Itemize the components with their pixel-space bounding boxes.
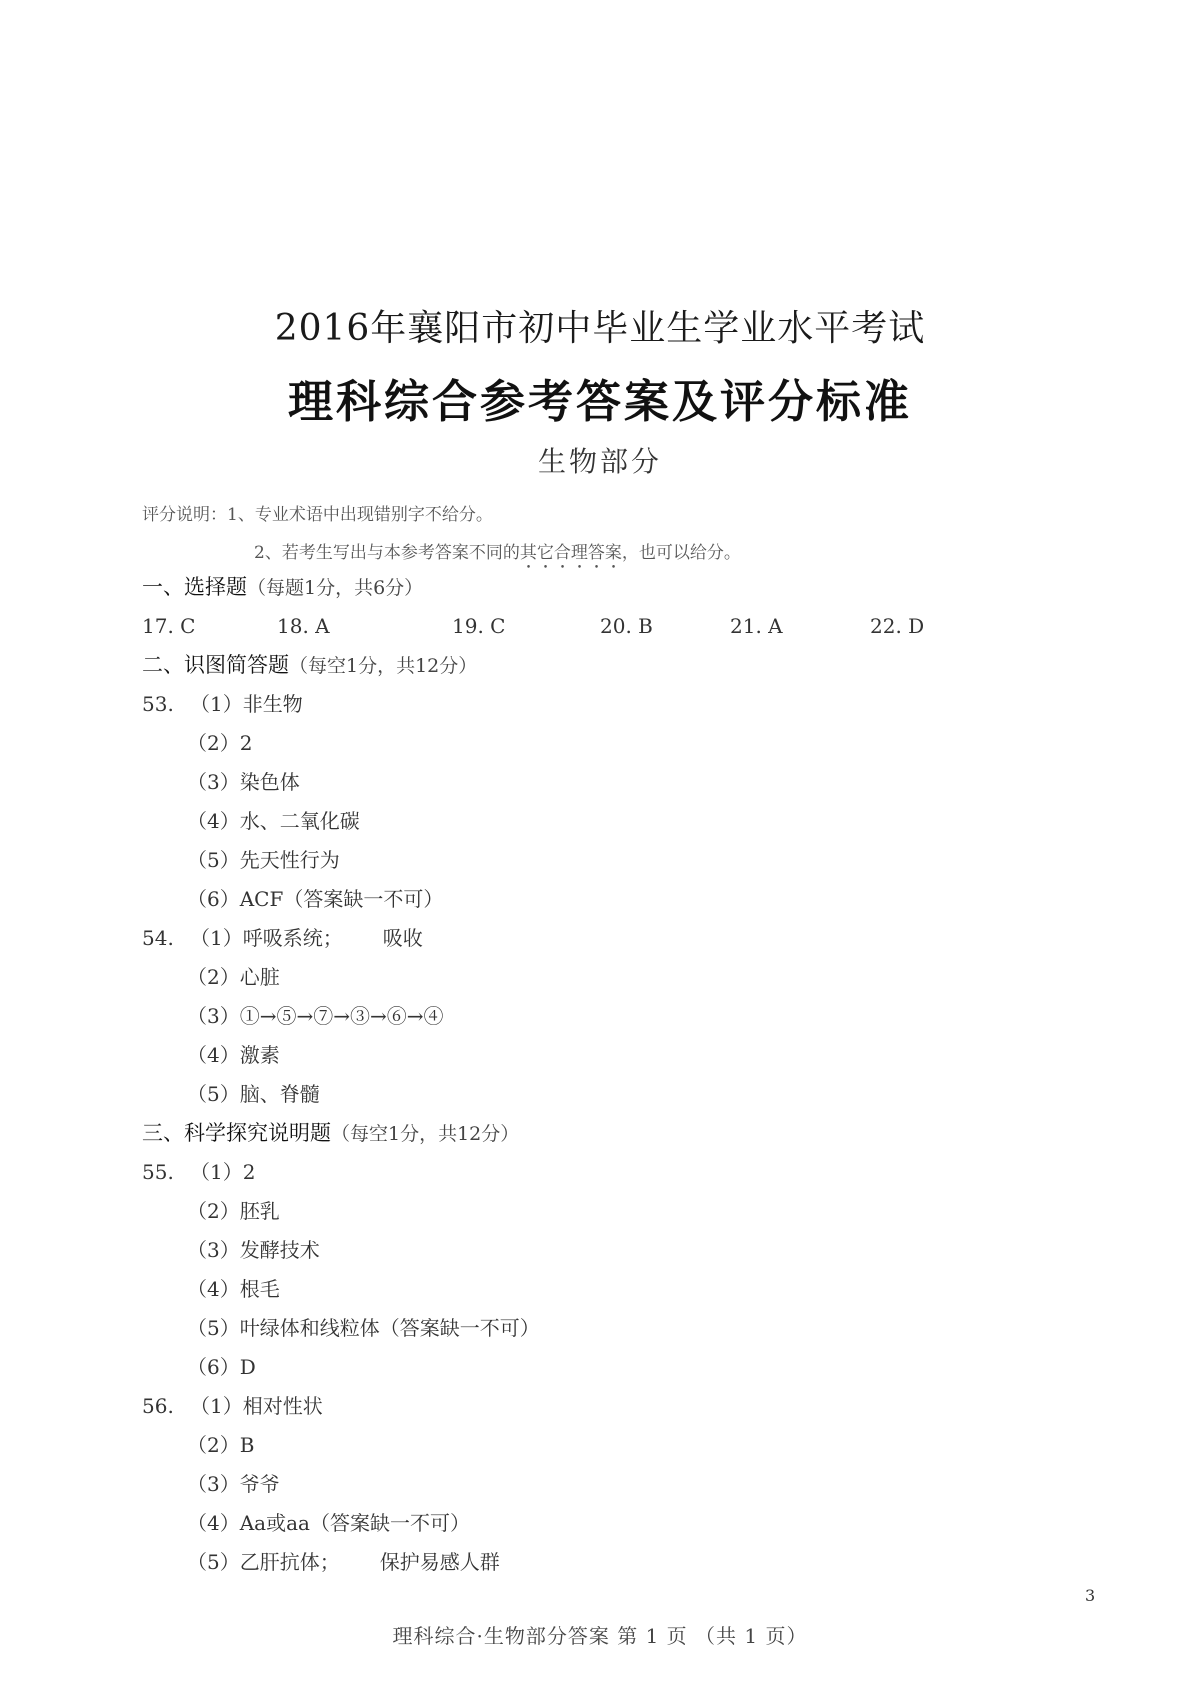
- answer-line: [142, 1192, 1092, 1231]
- item-answer: Aa或aa（答案缺一不可）: [239, 1511, 470, 1535]
- answer-line: [142, 802, 1092, 841]
- item-label: （4）: [187, 809, 240, 833]
- grading-note-1: [142, 496, 1042, 534]
- choice-answer: 21. A: [730, 614, 783, 638]
- page-footer: 理科综合·生物部分答案 第 1 页 （共 1 页）: [392, 1624, 808, 1648]
- section-heading-inquiry: [142, 1114, 1092, 1153]
- item-label: （3）: [187, 770, 240, 794]
- item-label: （2）: [187, 1433, 240, 1457]
- grading-note-2-post: ，也可以给分。: [621, 543, 741, 563]
- item-answer: D: [239, 1355, 256, 1379]
- item-answer: 叶绿体和线粒体（答案缺一不可）: [239, 1316, 540, 1340]
- answer-line: [142, 997, 1092, 1036]
- item-answer: 脑、脊髓: [239, 1082, 320, 1106]
- item-answer: 2: [239, 731, 253, 755]
- answer-line: [142, 685, 1092, 724]
- item-label: （3）: [187, 1238, 240, 1262]
- question-number: 53.: [142, 692, 174, 716]
- answer-line: [142, 1465, 1092, 1504]
- item-answer: 相对性状: [242, 1394, 323, 1418]
- item-label: （1）: [190, 926, 243, 950]
- section-heading-diagram: [142, 646, 1092, 685]
- answer-line: [142, 958, 1092, 997]
- item-answer-2: 吸收: [382, 926, 423, 950]
- grading-notes-label: 评分说明：: [142, 505, 227, 525]
- answer-line: [142, 1036, 1092, 1075]
- choice-answer: 19. C: [452, 614, 506, 638]
- item-label: （6）: [187, 887, 240, 911]
- item-label: （2）: [187, 965, 240, 989]
- item-label: （5）: [187, 1316, 240, 1340]
- item-answer: 心脏: [239, 965, 280, 989]
- grading-notes: [142, 496, 1042, 572]
- item-answer: 非生物: [242, 692, 303, 716]
- item-answer: 根毛: [239, 1277, 280, 1301]
- answer-line: [142, 1504, 1092, 1543]
- item-label: （4）: [187, 1277, 240, 1301]
- item-answer: ACF（答案缺一不可）: [239, 887, 444, 911]
- item-answer: 乙肝抗体；: [239, 1550, 340, 1574]
- section-points: （每题1分，共6分）: [247, 577, 424, 599]
- section-title: 一、选择题: [142, 575, 247, 599]
- item-label: （6）: [187, 1355, 240, 1379]
- item-label: （4）: [187, 1043, 240, 1067]
- grading-note-2-pre: 2、若考生写出与本参考答案不同的: [254, 543, 520, 563]
- choice-answers-row: [142, 607, 1092, 646]
- answer-line: [142, 880, 1092, 919]
- item-answer: 2: [242, 1160, 256, 1184]
- item-label: （5）: [187, 1550, 240, 1574]
- item-label: （5）: [187, 848, 240, 872]
- item-label: （3）: [187, 1472, 240, 1496]
- answer-line: [142, 1231, 1092, 1270]
- answer-line: [142, 1348, 1092, 1387]
- item-answer: 爷爷: [239, 1472, 280, 1496]
- grading-note-2: [142, 534, 1042, 572]
- page-number: 3: [1085, 1586, 1096, 1605]
- item-answer: 染色体: [239, 770, 300, 794]
- section-title: 三、科学探究说明题: [142, 1121, 331, 1145]
- grading-note-2-emphasis: 其它合理答案: [519, 543, 622, 563]
- answer-line: [142, 1075, 1092, 1114]
- answer-line: [142, 919, 1092, 958]
- item-label: （1）: [190, 1160, 243, 1184]
- answer-line: [142, 724, 1092, 763]
- choice-answer: 18. A: [277, 614, 330, 638]
- answer-line: [142, 763, 1092, 802]
- item-label: （4）: [187, 1511, 240, 1535]
- grading-note-1-text: 1、专业术语中出现错别字不给分。: [227, 505, 493, 525]
- question-number: 55.: [142, 1160, 174, 1184]
- answers-body: [142, 568, 1092, 1582]
- answer-line: [142, 1426, 1092, 1465]
- item-label: （1）: [190, 1394, 243, 1418]
- answer-line: [142, 1543, 1092, 1582]
- exam-title: 2016年襄阳市初中毕业生学业水平考试: [274, 308, 926, 349]
- item-answer: B: [239, 1433, 255, 1457]
- answer-line: [142, 841, 1092, 880]
- item-label: （3）: [187, 1004, 240, 1028]
- item-answer: 发酵技术: [239, 1238, 320, 1262]
- section-points: （每空1分，共12分）: [289, 655, 478, 677]
- answer-line: [142, 1153, 1092, 1192]
- question-number: 56.: [142, 1394, 174, 1418]
- answer-line: [142, 1270, 1092, 1309]
- question-number: 54.: [142, 926, 174, 950]
- answer-line: [142, 1309, 1092, 1348]
- choice-answer: 22. D: [870, 614, 925, 638]
- section-heading-choice: [142, 568, 1092, 607]
- answer-line: [142, 1387, 1092, 1426]
- choice-answer: 20. B: [600, 614, 653, 638]
- item-answer: ①→⑤→⑦→③→⑥→④: [239, 1004, 444, 1028]
- item-label: （5）: [187, 1082, 240, 1106]
- item-answer: 胚乳: [239, 1199, 280, 1223]
- item-label: （1）: [190, 692, 243, 716]
- item-answer-2: 保护易感人群: [379, 1550, 500, 1574]
- item-label: （2）: [187, 731, 240, 755]
- item-answer: 激素: [239, 1043, 280, 1067]
- item-answer: 水、二氧化碳: [239, 809, 360, 833]
- item-answer: 先天性行为: [239, 848, 340, 872]
- section-title: 二、识图简答题: [142, 653, 289, 677]
- choice-answer: 17. C: [142, 614, 196, 638]
- item-label: （2）: [187, 1199, 240, 1223]
- item-answer: 呼吸系统；: [242, 926, 343, 950]
- part-title: 生物部分: [537, 445, 662, 478]
- section-points: （每空1分，共12分）: [331, 1123, 520, 1145]
- answer-key-title: 理科综合参考答案及评分标准: [287, 375, 912, 428]
